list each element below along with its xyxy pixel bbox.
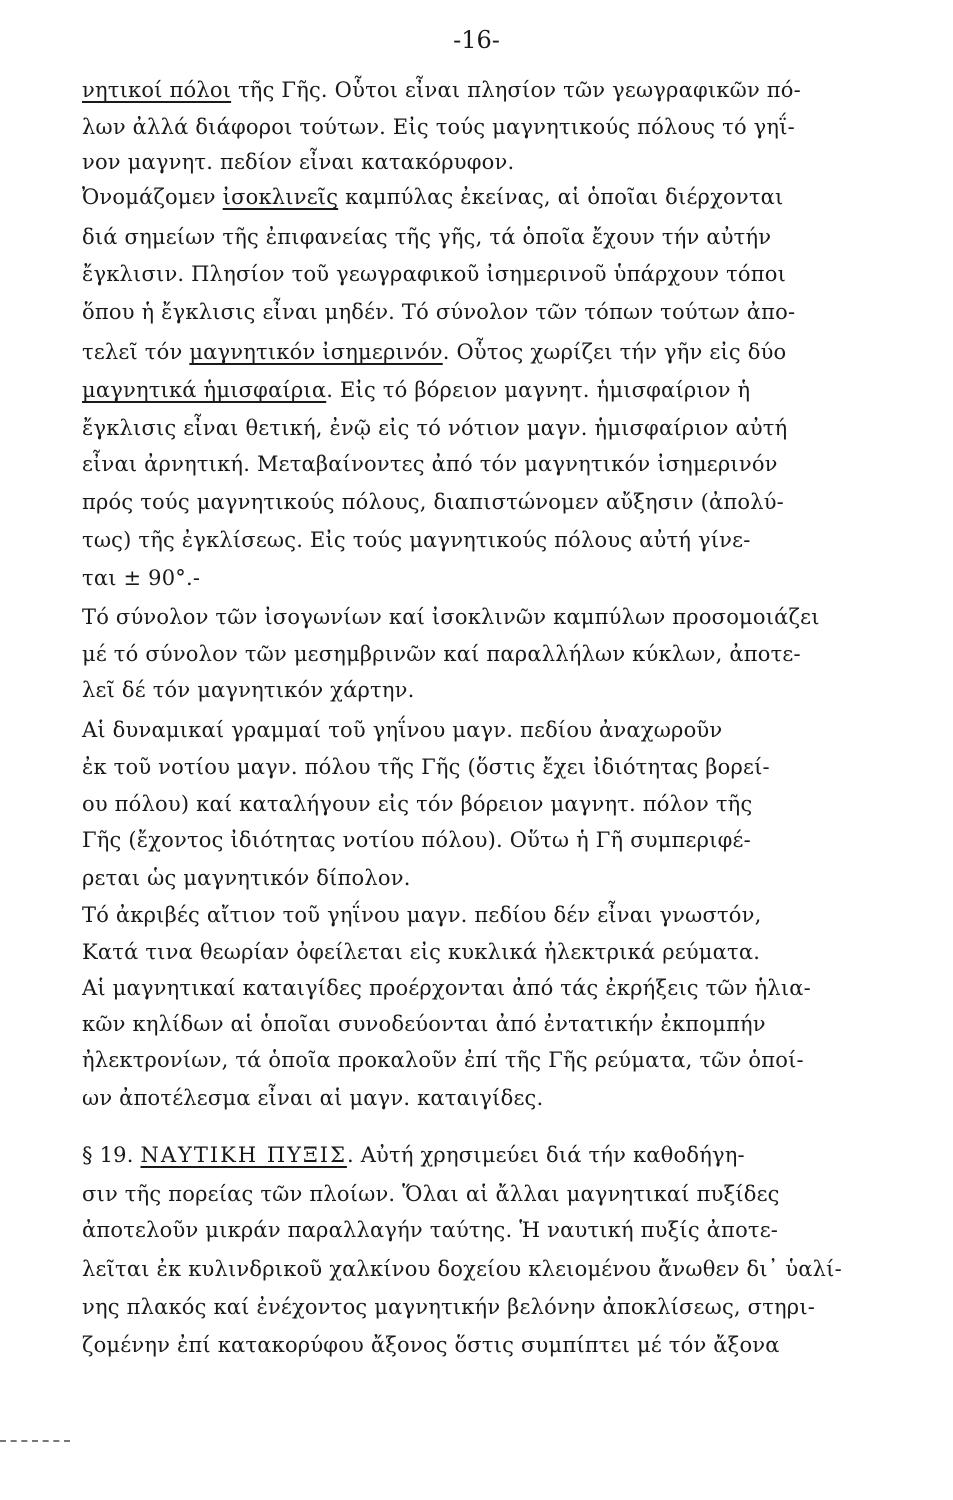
- line-text: Γῆς (ἔχοντος ἰδιότητας νοτίου πόλου). Οὕτω ἡ Γῆ συμπεριφέ-: [82, 828, 751, 852]
- text-line: [82, 828, 953, 852]
- line-text: . Οὗτος χωρίζει τήν γῆν εἰς δύο: [442, 340, 787, 364]
- line-text: Τό σύνολον τῶν ἰσογωνίων καί ἰσοκλινῶν καμπύλων προσομοιάζει: [82, 605, 820, 629]
- line-text: διά σημείων τῆς ἐπιφανείας τῆς γῆς, τά ὁποῖα ἔχουν τήν αὐτήν: [82, 225, 772, 249]
- line-text: Ὀνομάζομεν: [82, 185, 223, 209]
- line-text: ἐκ τοῦ νοτίου μαγν. πόλου τῆς Γῆς (ὅστις ἔχει ἰδιότητας βορεί-: [82, 755, 770, 779]
- text-line: [82, 300, 953, 324]
- line-text: Κατά τινα θεωρίαν ὀφείλεται εἰς κυκλικά ἠλεκτρικά ρεύματα.: [82, 940, 761, 964]
- line-text: ται ± 90°.-: [82, 566, 201, 590]
- text-line: [82, 340, 953, 364]
- line-text: § 19.: [82, 1143, 141, 1167]
- line-text: νης πλακός καί ἐνέχοντος μαγνητικήν βελόνην ἀποκλίσεως, στηρι-: [82, 1295, 816, 1319]
- page-number: -16-: [453, 26, 500, 54]
- line-text: ων ἀποτέλεσμα εἶναι αἱ μαγν. καταιγίδες.: [82, 1086, 544, 1110]
- line-text: λεῖται ἐκ κυλινδρικοῦ χαλκίνου δοχείου κλειομένου ἄνωθεν δι᾽ ὑαλί-: [82, 1257, 842, 1281]
- text-line: [82, 528, 953, 552]
- text-line: [82, 1257, 953, 1281]
- text-line: [82, 185, 953, 209]
- line-text: λων ἀλλά διάφοροι τούτων. Εἰς τούς μαγνητικούς πόλους τό γηΐ-: [82, 115, 795, 139]
- text-line: [82, 1295, 953, 1319]
- text-line: [82, 115, 953, 139]
- line-text: λεῖ δέ τόν μαγνητικόν χάρτην.: [82, 678, 415, 702]
- line-text: πρός τούς μαγνητικούς πόλους, διαπιστώνομεν αὔξησιν (ἀπολύ-: [82, 490, 784, 514]
- line-text: ἀποτελοῦν μικράν παραλλαγήν ταύτης. Ἡ ναυτική πυξίς ἀποτε-: [82, 1218, 779, 1242]
- text-line: [82, 1086, 953, 1110]
- text-line: [82, 642, 953, 666]
- text-line: [82, 1143, 953, 1167]
- text-line: [82, 718, 953, 742]
- text-line: [82, 416, 953, 440]
- margin-dash-mark: [0, 1440, 70, 1444]
- text-line: [82, 150, 953, 174]
- line-text: μέ τό σύνολον τῶν μεσημβρινῶν καί παραλλήλων κύκλων, ἀποτε-: [82, 642, 801, 666]
- line-text: ζομένην ἐπί κατακορύφου ἄξονος ὅστις συμπίπτει μέ τόν ἄξονα: [82, 1333, 780, 1357]
- line-text: σιν τῆς πορείας τῶν πλοίων. Ὅλαι αἱ ἄλλαι μαγνητικαί πυξίδες: [82, 1182, 780, 1206]
- text-line: [82, 903, 953, 927]
- line-text: νον μαγνητ. πεδίον εἶναι κατακόρυφον.: [82, 150, 515, 174]
- line-text: κῶν κηλίδων αἱ ὁποῖαι συνοδεύονται ἀπό ἐντατικήν ἐκπομπήν: [82, 1012, 766, 1036]
- text-line: [82, 1182, 953, 1206]
- line-text: τῆς Γῆς. Οὗτοι εἶναι πλησίον τῶν γεωγραφικῶν πό-: [231, 78, 801, 102]
- line-text: τως) τῆς ἐγκλίσεως. Εἰς τούς μαγνητικούς πόλους αὐτή γίνε-: [82, 528, 751, 552]
- line-text: ὅπου ἡ ἔγκλισις εἶναι μηδέν. Τό σύνολον τῶν τόπων τούτων ἀπο-: [82, 300, 796, 324]
- section-heading: ΝΑΥΤΙΚΗ ΠΥΞΙΣ: [140, 1143, 347, 1167]
- line-text: ἔγκλισις εἶναι θετική, ἐνῷ εἰς τό νότιον μαγν. ἡμισφαίριον αὐτή: [82, 416, 788, 440]
- text-line: [82, 378, 953, 402]
- line-text: εἶναι ἀρνητική. Μεταβαίνοντες ἀπό τόν μαγνητικόν ἰσημερινόν: [82, 452, 778, 476]
- line-text: ἠλεκτρονίων, τά ὁποῖα προκαλοῦν ἐπί τῆς Γῆς ρεύματα, τῶν ὁποί-: [82, 1048, 804, 1072]
- text-line: [82, 976, 953, 1000]
- line-text: ρεται ὡς μαγνητικόν δίπολον.: [82, 866, 411, 890]
- line-text: ου πόλου) καί καταλήγουν εἰς τόν βόρειον μαγνητ. πόλον τῆς: [82, 792, 753, 816]
- text-line: [82, 1012, 953, 1036]
- text-line: [82, 490, 953, 514]
- text-line: [82, 678, 953, 702]
- underlined-term: μαγνητικά ἡμισφαίρια: [82, 378, 327, 402]
- line-text: ἔγκλισιν. Πλησίον τοῦ γεωγραφικοῦ ἰσημερινοῦ ὑπάρχουν τόποι: [82, 262, 787, 286]
- line-text: . Αὐτή χρησιμεύει διά τήν καθοδήγη-: [346, 1143, 745, 1167]
- underlined-term: νητικοί πόλοι: [82, 78, 232, 102]
- line-text: καμπύλας ἐκείνας, αἱ ὁποῖαι διέρχονται: [338, 185, 784, 209]
- line-text: Τό ἀκριβές αἴτιον τοῦ γηΐνου μαγν. πεδίου δέν εἶναι γνωστόν,: [82, 903, 762, 927]
- line-text: Αἱ δυναμικαί γραμμαί τοῦ γηΐνου μαγν. πεδίου ἀναχωροῦν: [82, 718, 723, 742]
- text-line: [82, 452, 953, 476]
- text-line: [82, 262, 953, 286]
- line-text: Αἱ μαγνητικαί καταιγίδες προέρχονται ἀπό τάς ἐκρήξεις τῶν ἡλια-: [82, 976, 811, 1000]
- text-line: [82, 940, 953, 964]
- text-line: [82, 1333, 953, 1357]
- line-text: . Εἰς τό βόρειον μαγνητ. ἡμισφαίριον ἡ: [326, 378, 751, 402]
- text-line: [82, 605, 953, 629]
- text-line: [82, 792, 953, 816]
- line-text: τελεῖ τόν: [82, 340, 190, 364]
- text-line: [82, 566, 953, 590]
- text-line: [82, 866, 953, 890]
- text-line: [82, 225, 953, 249]
- text-line: [82, 78, 953, 102]
- underlined-term: μαγνητικόν ἰσημερινόν: [189, 340, 443, 364]
- text-line: [82, 1218, 953, 1242]
- text-line: [82, 1048, 953, 1072]
- underlined-term: ἰσοκλινεῖς: [222, 185, 339, 209]
- text-line: [82, 755, 953, 779]
